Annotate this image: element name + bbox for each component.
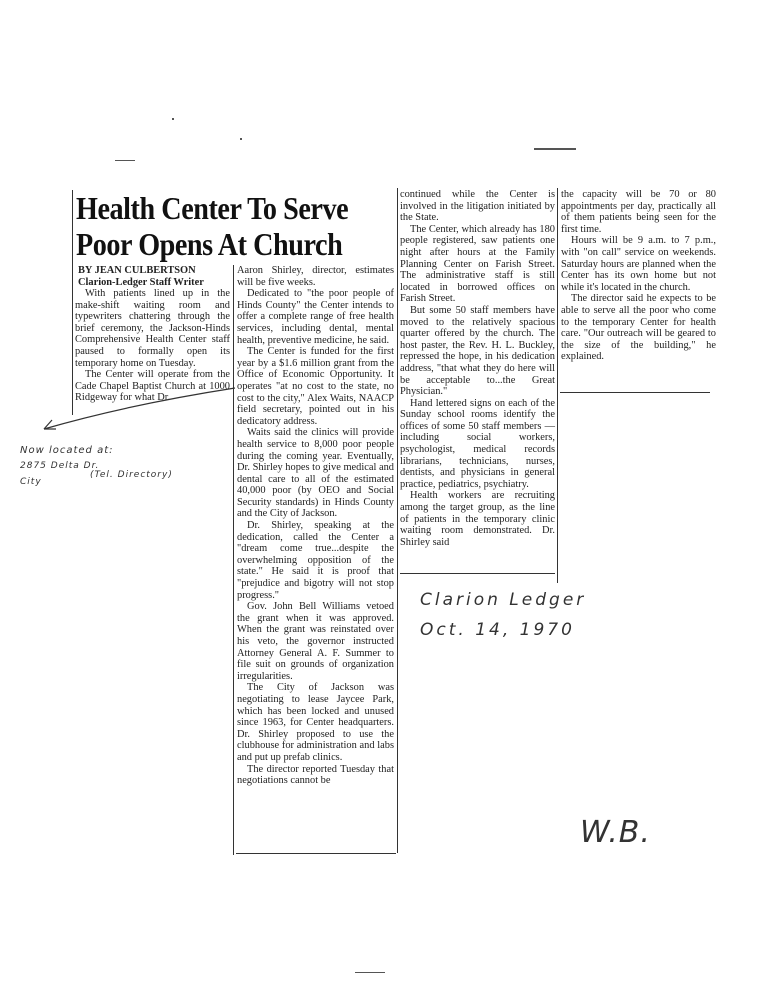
column-2 (237, 265, 394, 787)
col2-para-5: Dr. Shirley, speaking at the dedication, called the Center a "dream come true...despite the overwhelming opposition of the state." He said it is proof that "prejudice and bigotry will not stop progress." (237, 520, 394, 601)
col3-para-4: Hand lettered signs on each of the Sunday school rooms identify the offices of some 50 staff members — including social workers, psychologist, medical records librarians, technicians, nurses, dentists, and physicians in general practice, pediatrics, psychiatry. (400, 397, 555, 490)
column-rule-2 (397, 188, 398, 853)
column-rule-1 (233, 265, 234, 855)
col2-para-7: The City of Jackson was negotiating to lease Jaycee Park, which has been locked and unused since 1963, for Center headquarters. Dr. Shirley proposed to use the clubhouse for administration and labs and put up prefab clinics. (237, 682, 394, 763)
scan-mark (172, 118, 174, 120)
handwritten-note-line2: 2875 Delta Dr. (20, 461, 100, 471)
handwritten-date: Oct. 14, 1970 (420, 620, 575, 640)
staff-line: Clarion-Ledger Staff Writer (78, 276, 204, 288)
scan-mark (115, 160, 135, 161)
col4-end-rule (560, 392, 710, 393)
byline-block (78, 265, 233, 288)
column-3 (400, 189, 555, 548)
scan-mark (355, 972, 385, 973)
col2-para-4: Waits said the clinics will provide health service to 8,000 poor people during the coming year. Eventually, Dr. Shirley hopes to give medical and dental care to all of the estimated 40,000 poor (by OEO and Social Security standards) in Hinds County and the City of Jackson. (237, 427, 394, 520)
handwritten-note-line1: Now located at: (20, 445, 114, 456)
col2-para-8: The director reported Tuesday that negotiations cannot be (237, 763, 394, 787)
col2-para-1: Aaron Shirley, director, estimates will be five weeks. (237, 265, 394, 288)
scan-mark (534, 148, 576, 150)
handwritten-source: Clarion Ledger (420, 590, 587, 610)
column-4 (561, 189, 716, 363)
col3-para-1: continued while the Center is involved in the litigation initiated by the State. (400, 189, 555, 224)
scan-mark (240, 138, 242, 140)
col3-end-rule (400, 573, 555, 574)
handwritten-note-line4: (Tel. Directory) (90, 470, 173, 480)
col2-para-6: Gov. John Bell Williams vetoed the grant when it was approved. When the grant was reinstated over his veto, the governor instructed Attorney General A. F. Summer to file suit on grounds of organization irregularities. (237, 601, 394, 682)
col3-para-2: The Center, which already has 180 people registered, saw patients one night after hours at the Family Planning Center on Farish Street. The administrative staff is still located in borrowed offices on Farish Street. (400, 223, 555, 305)
column-rule-3 (557, 188, 558, 583)
col4-para-2: Hours will be 9 a.m. to 7 p.m., with "on call" service on weekends. Saturday hours are planned when the Center has its own home but not while it's located in the church. (561, 235, 716, 293)
headline-rule (72, 190, 73, 415)
arrow-icon (30, 385, 240, 435)
col2-para-3: The Center is funded for the first year by a $1.6 million grant from the Office of Economic Opportunity. It operates "at no cost to the state, no cost to the city," Alex Waits, NAACP field secretary, pointed out in his dedicatory address. (237, 346, 394, 427)
column-end-rule (236, 853, 396, 854)
col4-para-1: the capacity will be 70 or 80 appointments per day, practically all of them patients being seen for the first time. (561, 189, 716, 235)
handwritten-note-line3: City (20, 477, 42, 487)
col3-para-3: But some 50 staff members have moved to the relatively spacious quarter offered by the church. The host paster, the Rev. H. L. Buckley, repressed the hope, in his dedication address, "that what they do here will be acceptable to...the Great Physician." (400, 304, 555, 398)
col4-para-3: The director said he expects to be able to serve all the poor who come to the temporary Center for health care. "Our outreach will be geared to the size of the building," he explained. (561, 293, 716, 363)
col1-para-1: With patients lined up in the make-shift waiting room and typewriters chattering through the brief ceremony, the Jackson-Hinds Comprehensive Health Center staff paused to formally open its temporary home on Tuesday. (75, 288, 230, 369)
handwritten-initials: W.B. (580, 815, 651, 850)
col2-para-2: Dedicated to "the poor people of Hinds County" the Center intends to offer a complete range of free health services, including dental, mental health, preventive medicine, he said. (237, 288, 394, 346)
byline: BY JEAN CULBERTSON (78, 265, 196, 276)
headline: Health Center To Serve Poor Opens At Church (76, 190, 349, 262)
col3-para-5: Health workers are recruiting among the target group, as the line of patients in the temporary clinic waiting room demonstrated. Dr. Shirley said (400, 490, 555, 548)
col1-para-2: The Center will operate from the Cade Chapel Baptist Church at 1000 Ridgeway for what Dr. (75, 369, 230, 404)
